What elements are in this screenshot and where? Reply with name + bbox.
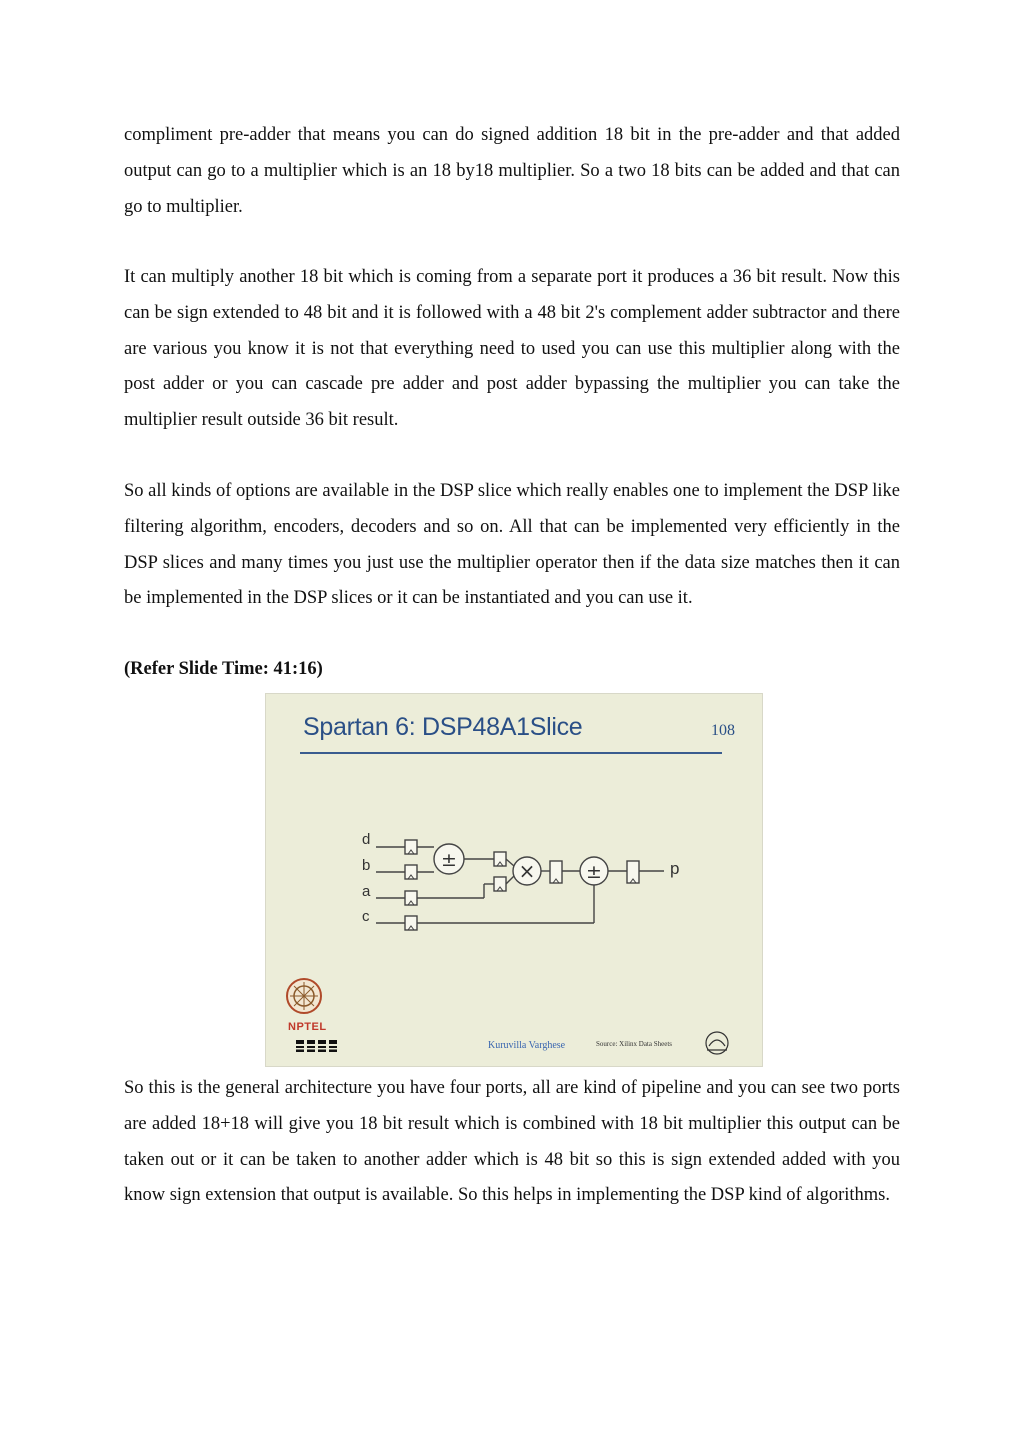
output-label-p: p [670, 859, 680, 878]
slide-time-caption: (Refer Slide Time: 41:16) [124, 659, 323, 679]
dsp-slice-diagram [266, 694, 762, 1066]
paragraph-2: It can multiply another 18 bit which is coming from a separate port it produces a 36 bit result. Now this can be sign extended to 48 bit and it is followed with a 48 bit 2's complement adder subtractor and there are various you know it is not that everything need to used you can use this multiplier along with the post adder or you can cascade pre adder and post adder bypassing the multiplier you can take the multiplier result outside 36 bit result. [124, 267, 900, 431]
paragraph-1: compliment pre-adder that means you can do signed addition 18 bit in the pre-adder and that added output can go to a multiplier which is an 18 by18 multiplier. So a two 18 bits can be added and that can go to multiplier. [124, 125, 900, 217]
institute-mark-icon [296, 1040, 337, 1052]
port-label-b: b [362, 857, 371, 874]
register-a2 [494, 877, 506, 891]
paragraph-4: So this is the general architecture you have four ports, all are kind of pipeline and you can see two ports are added 18+18 will give you 18 bit result which is combined with 18 bit multiplier this output can be taken out or it can be taken to another adder which is 48 bit so this is sign extended added with you know sign extension that output is available. So this helps in implementing the DSP kind of algorithms. [124, 1078, 900, 1206]
slide-title: Spartan 6: DSP48A1Slice [303, 713, 583, 741]
slide-author: Kuruvilla Varghese [488, 1040, 566, 1051]
pre-adder-symbol: ± [441, 849, 457, 871]
post-adder-symbol: ± [586, 861, 602, 883]
nptel-logo-icon [287, 979, 321, 1013]
register-b [405, 865, 417, 879]
multiplier-symbol: × [518, 859, 536, 883]
register-d [405, 840, 417, 854]
register-c [405, 916, 417, 930]
port-label-d: d [362, 831, 371, 848]
register-a [405, 891, 417, 905]
port-label-a: a [362, 883, 371, 900]
nptel-logo-text: NPTEL [288, 1021, 327, 1033]
iisc-emblem-icon [706, 1032, 728, 1054]
paragraph-3: So all kinds of options are available in the DSP slice which really enables one to implement the DSP like filtering algorithm, encoders, decoders and so on. All that can be implemented very efficiently in the DSP slices and many times you just use the multiplier operator then if the data size matches then it can be implemented in the DSP slices or it can be instantiated and you can use it. [124, 481, 900, 609]
port-label-c: c [362, 908, 370, 925]
slide-source: Source: Xilinx Data Sheets [596, 1040, 673, 1048]
slide-number: 108 [711, 722, 735, 739]
lecture-slide [265, 693, 763, 1067]
register-preadd [494, 852, 506, 866]
